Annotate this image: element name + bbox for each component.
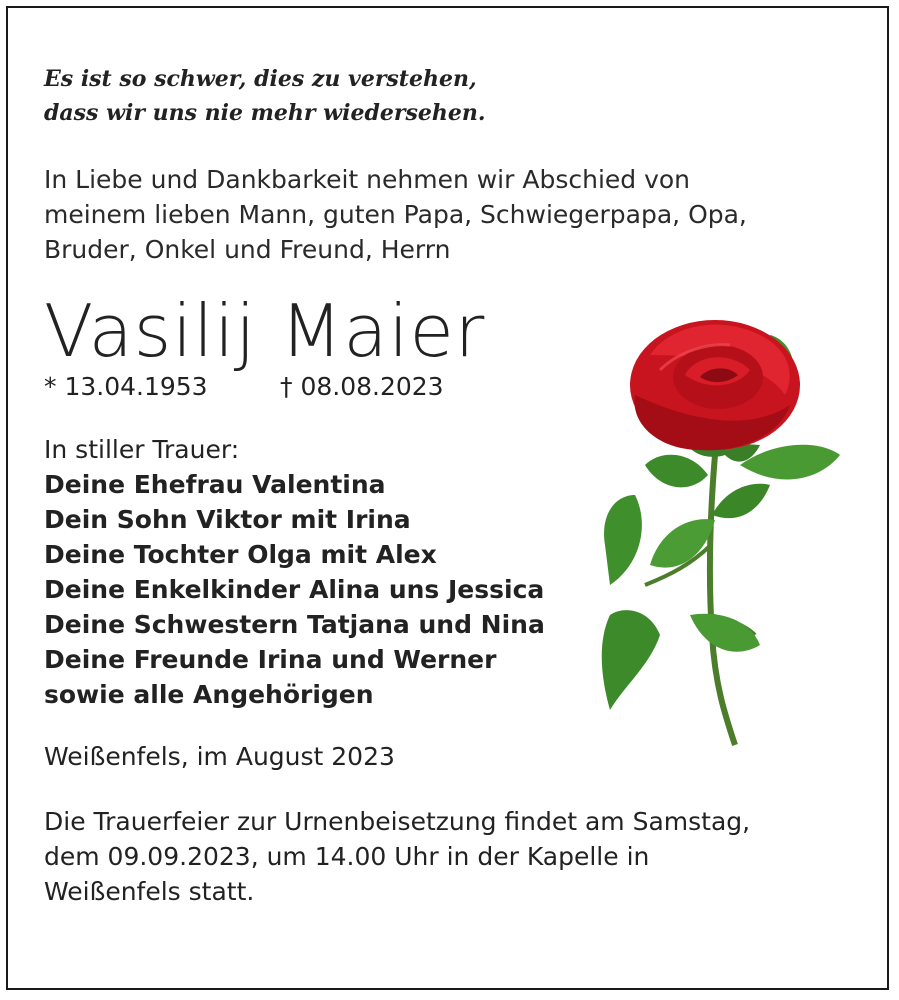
mourner-line: Dein Sohn Viktor mit Irina — [44, 505, 411, 534]
rose-leaf — [712, 484, 770, 518]
rose-leaf — [602, 610, 660, 710]
place-date: Weißenfels, im August 2023 — [44, 742, 395, 771]
intro-line: Bruder, Onkel und Freund, Herrn — [44, 235, 451, 264]
verse-line: Es ist so schwer, dies zu verstehen, — [44, 66, 477, 92]
verse-line: dass wir uns nie mehr wiedersehen. — [44, 100, 486, 126]
mourner-line: Deine Ehefrau Valentina — [44, 470, 386, 499]
rose-leaf — [690, 614, 760, 652]
intro-text — [44, 162, 844, 267]
mourner-line: Deine Schwestern Tatjana und Nina — [44, 610, 545, 639]
service-line: Weißenfels statt. — [44, 877, 255, 906]
death-date: † 08.08.2023 — [280, 372, 444, 401]
verse — [44, 62, 844, 130]
intro-line: In Liebe und Dankbarkeit nehmen wir Abschied von — [44, 165, 691, 194]
mourning-label: In stiller Trauer: — [44, 435, 240, 464]
rose-leaf — [650, 519, 715, 568]
mourner-line: Deine Enkelkinder Alina uns Jessica — [44, 575, 545, 604]
deceased-name: Vasilij Maier — [44, 289, 486, 373]
service-info — [44, 804, 844, 909]
service-line: Die Trauerfeier zur Urnenbeisetzung findet am Samstag, — [44, 807, 751, 836]
birth-date: * 13.04.1953 — [44, 372, 208, 401]
rose-leaf — [645, 455, 708, 488]
red-rose-image — [590, 315, 850, 755]
mourner-line: Deine Freunde Irina und Werner — [44, 645, 497, 674]
service-line: dem 09.09.2023, um 14.00 Uhr in der Kapelle in — [44, 842, 650, 871]
rose-leaf — [604, 495, 642, 585]
intro-line: meinem lieben Mann, guten Papa, Schwiegerpapa, Opa, — [44, 200, 747, 229]
mourner-line: Deine Tochter Olga mit Alex — [44, 540, 437, 569]
mourner-line: sowie alle Angehörigen — [44, 680, 374, 709]
